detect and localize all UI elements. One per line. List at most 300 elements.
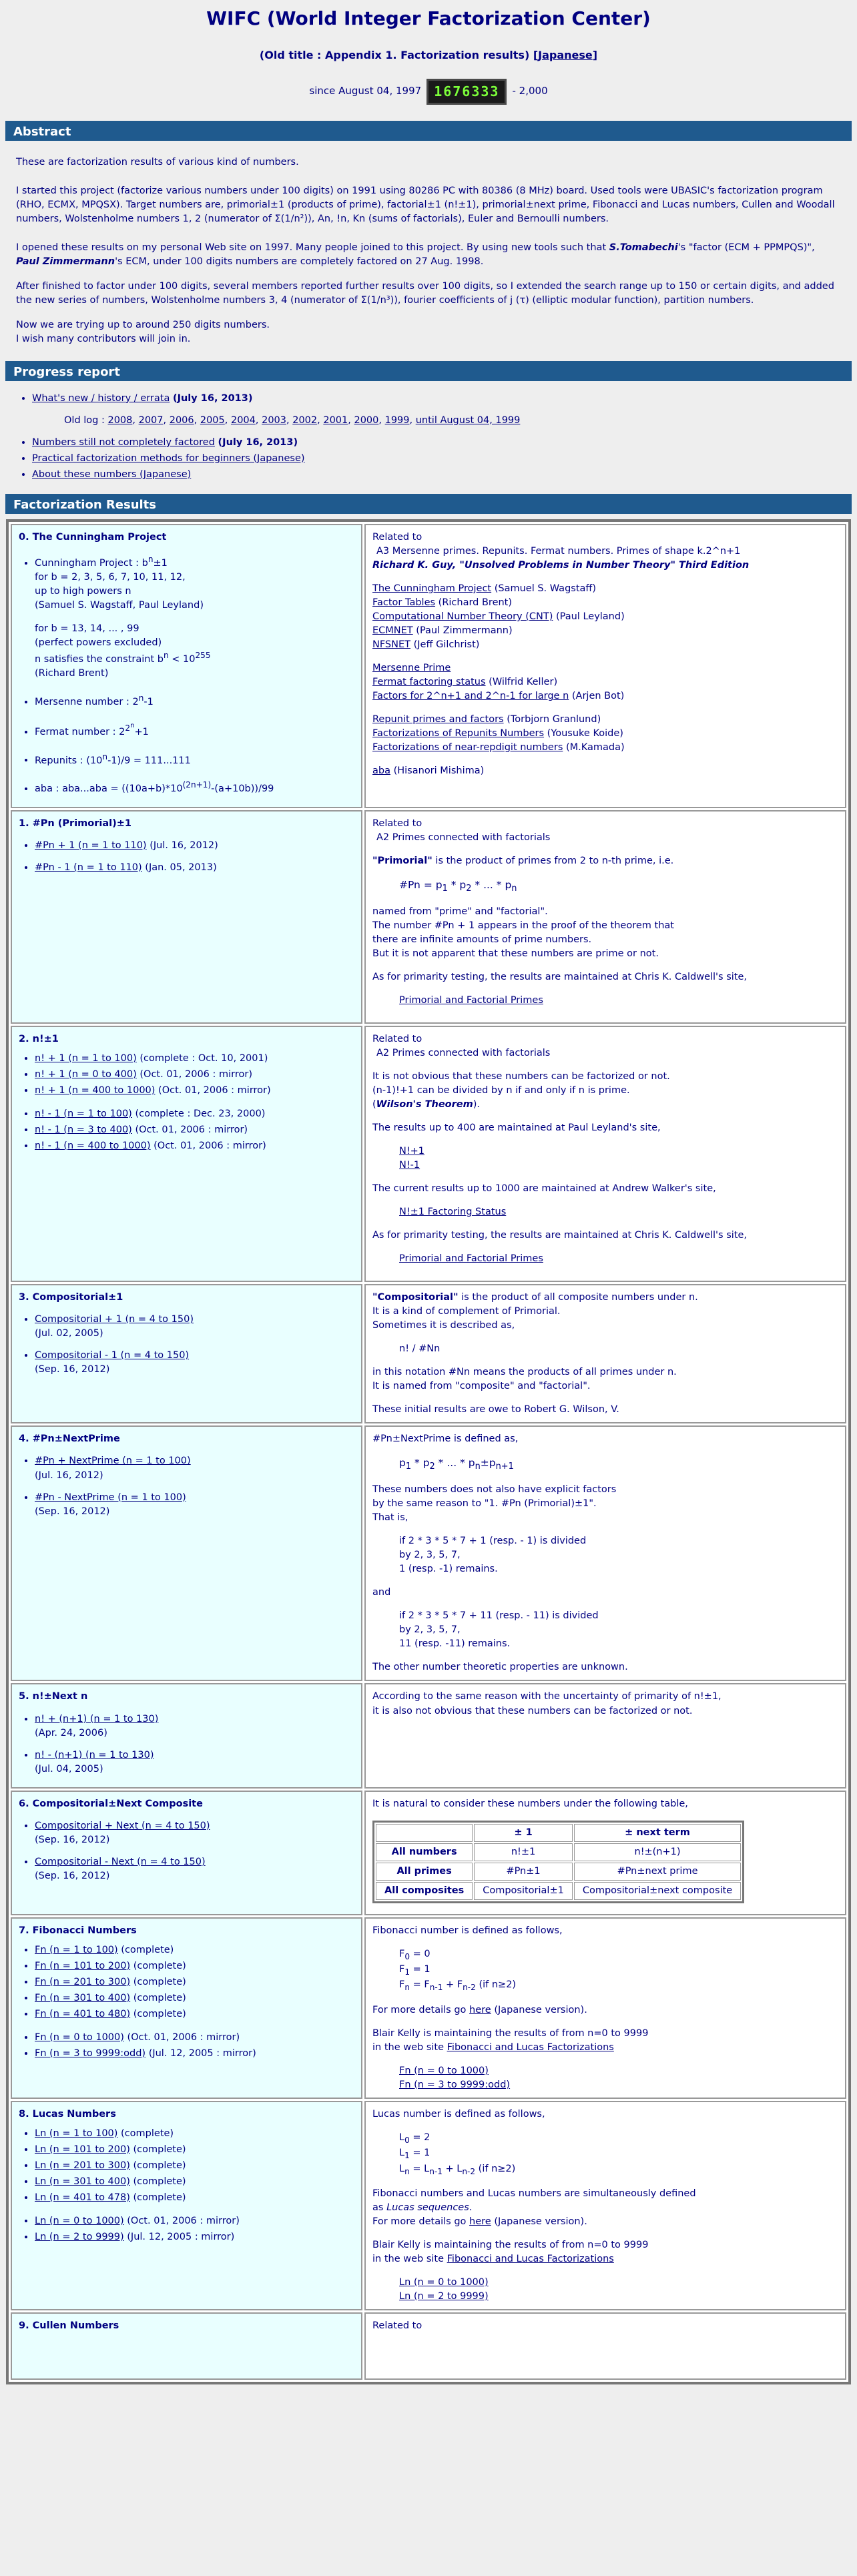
oldlog-row: Old log : 2008, 2007, 2006, 2005, 2004, 2003, 2002, 2001, 2000, 1999, until August 04, 1999 [64, 414, 521, 426]
fibonacci-mirror-list [19, 2031, 354, 2061]
progress-item [32, 452, 841, 466]
date: (complete) [121, 2128, 174, 2139]
oldlog-link[interactable]: 2008 [107, 414, 133, 426]
date: (Sep. 16, 2012) [35, 1506, 110, 1517]
date: (Oct. 01, 2006 : mirror) [135, 1124, 248, 1136]
whatsnew-list [16, 392, 841, 406]
cell-title: 5. n!±Next n [19, 1691, 88, 1702]
link-row [372, 610, 838, 624]
factorial-link[interactable]: n! + 1 (n = 0 to 400) [35, 1069, 137, 1080]
lucas-link[interactable]: Ln (n = 2 to 9999) [35, 2232, 124, 2243]
link-row [372, 596, 838, 610]
text: in the web site [372, 2254, 447, 2265]
list-item [35, 1943, 354, 1957]
text: -(a+10b))/99 [211, 783, 274, 795]
details-line [372, 2215, 838, 2229]
text: if 2 * 3 * 5 * 7 + 11 (resp. - 11) is divided [399, 1610, 599, 1622]
date: (complete) [121, 1944, 174, 1955]
text: It is named from "composite" and "factorial". [372, 1381, 591, 1392]
page [0, 5, 857, 2384]
text: by 2, 3, 5, 7, [399, 1550, 461, 1561]
about-numbers-link[interactable]: About these numbers (Japanese) [32, 469, 192, 480]
factorial-link[interactable]: n! - 1 (n = 400 to 1000) [35, 1141, 151, 1152]
text: (Richard Brent) [35, 667, 109, 679]
subtitle-close: ] [592, 48, 598, 61]
cunningham-related-cell [364, 524, 846, 808]
composite-next-list [19, 1819, 354, 1883]
table-cell: #Pn±1 [474, 1863, 573, 1881]
text: is the product of primes from 2 to n-th prime, i.e. [432, 856, 674, 867]
primorial-cell [11, 810, 362, 1024]
composite-next-plus-link[interactable]: Compositorial + Next (n = 4 to 150) [35, 1820, 210, 1831]
repunit-factorizations-link[interactable]: Factorizations of Repunits Numbers [372, 728, 545, 739]
row-header: All numbers [376, 1843, 473, 1861]
ecmnet-link[interactable]: ECMNET [372, 625, 413, 637]
nextprime-minus-link[interactable]: #Pn - NextPrime (n = 1 to 100) [35, 1492, 186, 1503]
text: it is also not obvious that these numbers can be factorized or not. [372, 1705, 693, 1716]
term: "Primorial" [372, 856, 433, 867]
factorial-link[interactable]: n! - 1 (n = 3 to 400) [35, 1124, 132, 1136]
date: (Oct. 01, 2006 : mirror) [127, 2216, 240, 2226]
fibonacci-link[interactable]: Fn (n = 1 to 100) [35, 1944, 118, 1955]
wilson-line [372, 1098, 838, 1112]
primorial-primes-link[interactable]: Primorial and Factorial Primes [399, 1253, 543, 1265]
list-item [35, 2007, 354, 2021]
text: #Pn±NextPrime is defined as, [372, 1433, 519, 1445]
fermat-status-link[interactable]: Fermat factoring status [372, 677, 486, 688]
oldlog-link[interactable]: 2001 [323, 414, 348, 426]
japanese-link[interactable]: Japanese [538, 48, 593, 61]
related-text: A2 Primes connected with factorials [376, 832, 551, 844]
formula: $p_1 * p_2$ * ... * $p_n\pm p_{n+1}$ [399, 1457, 514, 1472]
column-header: ± 1 [474, 1824, 573, 1842]
oldlog-link[interactable]: 2002 [292, 414, 318, 426]
progress-date: (July 16, 2013) [218, 436, 298, 448]
list-item [35, 721, 354, 739]
text: is the product of all composite numbers under n. [458, 1292, 698, 1303]
who: (Paul Leyland) [555, 611, 625, 623]
table-cell: n!±1 [474, 1843, 573, 1861]
link-row [372, 689, 838, 703]
whatsnew-link[interactable]: What's new / history / errata [32, 392, 170, 404]
factorial-link[interactable]: n! + 1 (n = 400 to 1000) [35, 1085, 156, 1096]
results-row [11, 1683, 846, 1788]
mersenne-prime-link[interactable]: Mersenne Prime [372, 663, 451, 674]
who: (M.Kamada) [565, 742, 625, 753]
guy-book [372, 559, 838, 573]
nextn-list [19, 1712, 354, 1777]
formula: n! / #Nn [399, 1343, 441, 1355]
cell-title: 8. Lucas Numbers [19, 2108, 116, 2120]
sup: n [163, 650, 169, 660]
oldlog-link[interactable]: until August 04, 1999 [415, 414, 521, 426]
list-item [35, 1084, 354, 1098]
text: (perfect powers excluded) [35, 637, 162, 648]
abstract-p4: After finished to factor under 100 digits, several members reported further results over 100 digits, so I extended the search range up to 150 or certain digits, and added the new series of numbers, Wolstenholme numbers 3, 4 (numerator of Σ(1/n³)), fourier coefficients of j (τ) (elliptic modular function), partition numbers. [16, 280, 834, 306]
date: (complete) [133, 1992, 186, 2003]
text: . [469, 2202, 473, 2214]
text: (Japanese version). [491, 2004, 587, 2015]
fib-lucas-site-link[interactable]: Fibonacci and Lucas Factorizations [447, 2254, 614, 2265]
date: (complete) [133, 2144, 186, 2155]
fibonacci-definition: $F_0 = 0$ $F_1 = 1$ $F_n = F_{n-1} + F_{n-2}$ (if n≥2) [399, 1948, 517, 1993]
formula: #Pn = $p_1 * p_2$ * ... * $p_n$ [399, 879, 517, 894]
factor-tables-link[interactable]: Factor Tables [372, 597, 436, 609]
compositorial-plus-link[interactable]: Compositorial + 1 (n = 4 to 150) [35, 1314, 194, 1325]
factors-large-n-link[interactable]: Factors for 2^n+1 and 2^n-1 for large n [372, 691, 569, 702]
link-row [372, 582, 838, 596]
list-item [35, 693, 354, 709]
who: (Jeff Gilchrist) [413, 639, 480, 651]
text: by the same reason to "1. #Pn (Primorial)±1". [372, 1498, 597, 1510]
list-item [35, 2047, 354, 2061]
who: (Richard Brent) [438, 597, 513, 609]
repunit-primes-link[interactable]: Repunit primes and factors [372, 714, 504, 725]
text: Lucas number is defined as follows, [372, 2108, 545, 2120]
cell-title: 7. Fibonacci Numbers [19, 1925, 137, 1936]
results-table [6, 519, 851, 2384]
cunningham-cell [11, 524, 362, 808]
details-link[interactable]: here [469, 2004, 491, 2015]
text: (n-1)!+1 can be divided by n if and only if n is prime. [372, 1085, 630, 1096]
who: (Hisanori Mishima) [393, 765, 485, 777]
text: ). [473, 1099, 481, 1110]
abstract-p2: I started this project (factorize various numbers under 100 digits) on 1991 using 80286 PC with 80386 (8 MHz) board. Used tools were UBASIC's factorization program (RHO, ECMX, MPQSX). Target numbers are, primorial±1 (products of prime), factorial±1 (n!±1), primorial±next prime, Fibonacci and Lucas numbers, Cullen and Woodall numbers, Wolstenholme numbers 1, 2 (numerator of Σ(1/n²)), An, !n, Kn (sums of factorials), Euler and Bernoulli numbers. [16, 185, 835, 224]
who: (Samuel S. Wagstaff) [494, 583, 597, 595]
nfactorial-plus-link[interactable]: N!+1 [399, 1146, 425, 1157]
visitor-counter: 1676333 [426, 79, 507, 105]
list-item [35, 1975, 354, 1989]
list-item [35, 1454, 354, 1482]
text: That is, [372, 1512, 408, 1524]
column-header: ± next term [574, 1824, 741, 1842]
nextprime-list [19, 1454, 354, 1518]
factorial-related-cell [364, 1026, 846, 1282]
nfsnet-link[interactable]: NFSNET [372, 639, 411, 651]
primorial-related-cell [364, 810, 846, 1024]
date: (Jul. 12, 2005 : mirror) [127, 2232, 235, 2243]
date: (complete) [133, 2192, 186, 2203]
text: It is natural to consider these numbers under the following table, [372, 1798, 688, 1809]
comparison-table [372, 1821, 744, 1903]
beginners-link[interactable]: Practical factorization methods for beginners (Japanese) [32, 452, 305, 464]
lucas-link[interactable]: Ln (n = 1 to 100) [35, 2128, 118, 2139]
text: These initial results are owe to Robert G. Wilson, V. [372, 1404, 619, 1415]
book-title: Richard K. Guy, "Unsolved Problems in Number Theory" Third Edition [372, 560, 750, 571]
nextn-minus-link[interactable]: n! - (n+1) (n = 1 to 130) [35, 1749, 154, 1760]
zimmermann-name: Paul Zimmermann [16, 256, 115, 267]
text: 1 (resp. -1) remains. [399, 1564, 498, 1575]
tomabechi-name: S.Tomabechi [609, 242, 678, 253]
text: It is not obvious that these numbers can be factorized or not. [372, 1071, 670, 1082]
text: Blair Kelly is maintaining the results of from n=0 to 9999 [372, 2027, 649, 2039]
factoring-status-link[interactable]: N!±1 Factoring Status [399, 1207, 507, 1218]
link-row [372, 713, 838, 727]
row-header: All composites [376, 1882, 473, 1900]
date: (Oct. 01, 2006 : mirror) [154, 1141, 266, 1152]
results-row [11, 1791, 846, 1915]
link-row [372, 624, 838, 638]
text: 11 (resp. -11) remains. [399, 1638, 511, 1650]
text: These numbers does not also have explicit factors [372, 1484, 617, 1496]
fibonacci-link[interactable]: Fn (n = 201 to 300) [35, 1976, 131, 1987]
related-label: Related to [372, 1034, 422, 1045]
list-item [35, 1491, 354, 1519]
related-text: A3 Mersenne primes. Repunits. Fermat numbers. Primes of shape k.2^n+1 [376, 546, 741, 557]
primorial-minus-link[interactable]: #Pn - 1 (n = 1 to 110) [35, 862, 142, 874]
cunningham-project-link[interactable]: The Cunningham Project [372, 583, 492, 595]
cnt-link[interactable]: Computational Number Theory (CNT) [372, 611, 553, 623]
lucas-cell [11, 2101, 362, 2310]
factorial-link[interactable]: n! - 1 (n = 1 to 100) [35, 1108, 132, 1120]
factorial-link[interactable]: n! + 1 (n = 1 to 100) [35, 1053, 137, 1064]
date: (Jul. 04, 2005) [35, 1763, 103, 1775]
list-item [35, 751, 354, 768]
who: (Arjen Bot) [571, 691, 625, 702]
compositorial-list [19, 1313, 354, 1377]
nfactorial-minus-link[interactable]: N!-1 [399, 1160, 420, 1171]
table-row [376, 1824, 741, 1842]
table-row [376, 1843, 741, 1861]
list-item [35, 2159, 354, 2173]
text: for b = 13, 14, ... , 99 [35, 623, 139, 634]
oldlog-link[interactable]: 2004 [230, 414, 256, 426]
progress-item [32, 468, 841, 482]
sup: 255 [195, 650, 211, 660]
composite-next-minus-link[interactable]: Compositorial - Next (n = 4 to 150) [35, 1856, 206, 1867]
nextn-plus-link[interactable]: n! + (n+1) (n = 1 to 130) [35, 1713, 159, 1724]
counter-line [0, 79, 857, 105]
list-item [35, 1139, 354, 1153]
text: ±1 [153, 557, 168, 569]
text: Sometimes it is described as, [372, 1320, 515, 1331]
progress-body [0, 381, 857, 494]
composite-next-related-cell [364, 1791, 846, 1915]
wilson-theorem: Wilson's Theorem [376, 1099, 473, 1110]
not-factored-link[interactable]: Numbers still not completely factored [32, 436, 215, 448]
cell-title: 1. #Pn (Primorial)±1 [19, 818, 131, 830]
list-item [35, 2175, 354, 2189]
table-cell: Compositorial±1 [474, 1882, 573, 1900]
text: if 2 * 3 * 5 * 7 + 1 (resp. - 1) is divided [399, 1536, 587, 1547]
list-item [35, 1959, 354, 1973]
site-title: WIFC (World Integer Factorization Center) [206, 7, 651, 29]
fibonacci-list [19, 1943, 354, 2021]
text: aba : aba...aba = ((10a+b)*10 [35, 783, 183, 795]
date: (Sep. 16, 2012) [35, 1834, 110, 1845]
date: (Jul. 16, 2012) [35, 1470, 103, 1481]
date: (complete) [133, 2176, 186, 2187]
list-item [35, 1819, 354, 1847]
lucas-related-cell [364, 2101, 846, 2310]
whatsnew-date: (July 16, 2013) [172, 392, 253, 404]
link-row [372, 675, 838, 689]
table-row [376, 1863, 741, 1881]
text: The results up to 400 are maintained at Paul Leyland's site, [372, 1122, 661, 1134]
date: (Oct. 01, 2006 : mirror) [158, 1085, 271, 1096]
text: as [372, 2202, 387, 2214]
compositorial-minus-link[interactable]: Compositorial - 1 (n = 4 to 150) [35, 1350, 190, 1361]
oldlog-link[interactable]: 2000 [354, 414, 379, 426]
details-link[interactable]: here [469, 2216, 491, 2228]
results-row [11, 810, 846, 1024]
oldlog-label: Old log : [64, 414, 105, 426]
list-item [35, 839, 354, 853]
text: Repunits : (10 [35, 755, 103, 766]
date: (Sep. 16, 2012) [35, 1364, 110, 1375]
list-item [35, 2214, 354, 2228]
near-repdigit-link[interactable]: Factorizations of near-repdigit numbers [372, 742, 563, 753]
table-cell: Compositorial±next composite [574, 1882, 741, 1900]
text: in this notation #Nn means the products of all primes under n. [372, 1367, 677, 1378]
abstract-bar: Abstract [5, 121, 852, 141]
results-row [11, 524, 846, 808]
text: up to high powers n [35, 585, 131, 597]
abstract-body [0, 141, 857, 361]
term: "Compositorial" [372, 1292, 459, 1303]
list-item [35, 861, 354, 875]
text: The current results up to 1000 are maintained at Andrew Walker's site, [372, 1183, 716, 1195]
text: Fibonacci number is defined as follows, [372, 1925, 563, 1936]
table-cell: #Pn±next prime [574, 1863, 741, 1881]
link-row [372, 661, 838, 675]
lucas-link[interactable]: Ln (n = 201 to 300) [35, 2160, 130, 2171]
date: (Oct. 01, 2006 : mirror) [139, 1069, 252, 1080]
oldlog-link[interactable]: 2006 [169, 414, 194, 426]
compositorial-cell [11, 1284, 362, 1423]
fibonacci-link[interactable]: Fn (n = 301 to 400) [35, 1992, 131, 2003]
lucas-kelly-link[interactable]: Ln (n = 2 to 9999) [399, 2291, 489, 2302]
text: As for primarity testing, the results are maintained at Chris K. Caldwell's site, [372, 972, 747, 983]
list-item [35, 554, 354, 681]
date: (complete) [133, 2160, 186, 2171]
text: by 2, 3, 5, 7, [399, 1624, 461, 1636]
sup: n [102, 751, 108, 761]
nextprime-cell [11, 1425, 362, 1681]
fib-lucas-site-link[interactable]: Fibonacci and Lucas Factorizations [447, 2041, 614, 2053]
oldlog-link[interactable]: 2003 [262, 414, 286, 426]
list-item [35, 1991, 354, 2005]
cell-title: 6. Compositorial±Next Composite [19, 1798, 203, 1809]
text: For more details go [372, 2004, 470, 2015]
cell-title: 9. Cullen Numbers [19, 2320, 119, 2332]
primorial-list [19, 839, 354, 875]
link-row [372, 727, 838, 741]
definition [372, 1291, 838, 1305]
fibonacci-kelly-link[interactable]: Fn (n = 0 to 1000) [399, 2065, 489, 2076]
primorial-plus-link[interactable]: #Pn + 1 (n = 1 to 110) [35, 840, 147, 852]
factorial-cell [11, 1026, 362, 1282]
list-item [35, 2031, 354, 2045]
date: (Apr. 24, 2006) [35, 1727, 107, 1738]
progress-bar: Progress report [5, 361, 852, 381]
whatsnew-item [32, 392, 841, 406]
abstract-p1: These are factorization results of various kind of numbers. [16, 156, 299, 168]
text: -1 [144, 696, 154, 707]
fibonacci-related-cell [364, 1917, 846, 2099]
abstract-p5 [16, 318, 841, 346]
table-cell: n!±(n+1) [574, 1843, 741, 1861]
lucas-link[interactable]: Ln (n = 101 to 200) [35, 2144, 130, 2155]
list-item [35, 1855, 354, 1883]
date: (Sep. 16, 2012) [35, 1870, 110, 1881]
fibonacci-kelly-link[interactable]: Fn (n = 3 to 9999:odd) [399, 2079, 511, 2090]
text: Fibonacci numbers and Lucas numbers are simultaneously defined [372, 2188, 696, 2200]
results-row [11, 1917, 846, 2099]
definition [372, 854, 838, 868]
text: for b = 2, 3, 5, 6, 7, 10, 11, 12, [35, 571, 186, 583]
lucas-mirror-list [19, 2214, 354, 2244]
date: (complete) [133, 1960, 186, 1971]
p5-line-b: I wish many contributors will join in. [16, 333, 191, 344]
lucas-link[interactable]: Ln (n = 0 to 1000) [35, 2216, 124, 2226]
p3-text-a: I opened these results on my personal Web site on 1997. Many people joined to this project. By using new tools such that [16, 242, 609, 253]
text: For more details go [372, 2216, 470, 2228]
list-item [35, 1123, 354, 1137]
text: there are infinite amounts of prime numbers. [372, 934, 592, 946]
text: -1)/9 = 111...111 [107, 755, 191, 766]
lucas-link[interactable]: Ln (n = 301 to 400) [35, 2176, 130, 2187]
primorial-primes-link[interactable]: Primorial and Factorial Primes [399, 995, 543, 1006]
sup: n [130, 721, 135, 729]
cunningham-list [19, 554, 354, 796]
table-row [376, 1882, 741, 1900]
related-label: Related to [372, 818, 422, 830]
lucas-sequences: Lucas sequences [386, 2202, 469, 2214]
sup: 2 [125, 723, 131, 733]
factorial-minus-list [19, 1107, 354, 1153]
nextprime-related-cell [364, 1425, 846, 1681]
table-corner [376, 1824, 473, 1842]
cell-title: 4. #Pn±NextPrime [19, 1433, 120, 1445]
who: (Yousuke Koide) [547, 728, 623, 739]
oldlog-link[interactable]: 2007 [138, 414, 164, 426]
who: (Wilfrid Keller) [489, 677, 558, 688]
nextprime-plus-link[interactable]: #Pn + NextPrime (n = 1 to 100) [35, 1456, 191, 1467]
oldlog-link[interactable]: 1999 [384, 414, 410, 426]
list-item [35, 1712, 354, 1740]
factorial-plus-list [19, 1052, 354, 1098]
text: Fermat number : 2 [35, 726, 125, 737]
site-line [372, 2041, 838, 2055]
cell-title: 3. Compositorial±1 [19, 1292, 123, 1303]
lucas-kelly-link[interactable]: Ln (n = 0 to 1000) [399, 2277, 489, 2288]
sup: n [148, 555, 154, 565]
fibonacci-link[interactable]: Fn (n = 0 to 1000) [35, 2031, 124, 2043]
oldlog-link[interactable]: 2005 [200, 414, 225, 426]
fibonacci-link[interactable]: Fn (n = 401 to 480) [35, 2008, 131, 2019]
lucas-link[interactable]: Ln (n = 401 to 478) [35, 2192, 130, 2203]
text: (Samuel S. Wagstaff, Paul Leyland) [35, 599, 204, 611]
date: (Oct. 01, 2006 : mirror) [127, 2031, 240, 2043]
text: and [372, 1587, 391, 1598]
list-item [35, 1313, 354, 1341]
fibonacci-cell [11, 1917, 362, 2099]
aba-link[interactable]: aba [372, 765, 390, 777]
sup: n [138, 693, 144, 703]
text: < 10 [168, 653, 196, 665]
results-row [11, 1284, 846, 1423]
fibonacci-link[interactable]: Fn (n = 101 to 200) [35, 1960, 131, 1971]
text: But it is not apparent that these numbers are prime or not. [372, 948, 659, 960]
list-item [35, 1068, 354, 1082]
cullen-cell [11, 2312, 362, 2380]
date: (complete) [133, 2008, 186, 2019]
fibonacci-link[interactable]: Fn (n = 3 to 9999:odd) [35, 2047, 146, 2059]
progress-item [32, 436, 841, 450]
link-row [372, 764, 838, 778]
link-row [372, 638, 838, 652]
